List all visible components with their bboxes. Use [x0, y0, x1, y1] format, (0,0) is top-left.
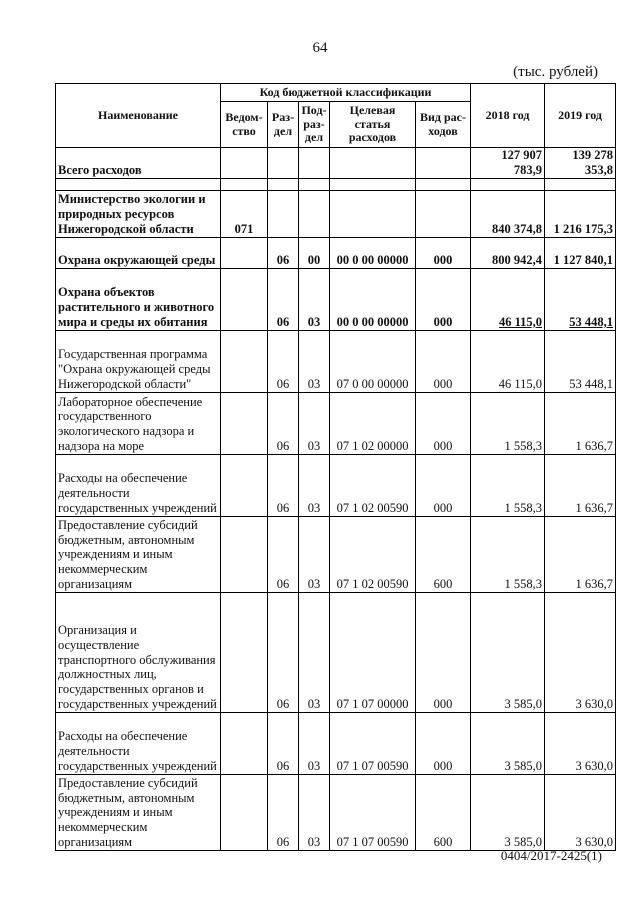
- row-vid: 000: [416, 712, 471, 774]
- row-vedomstvo: [221, 516, 268, 592]
- header-razdel: Раз-дел: [268, 102, 299, 148]
- row-2019: 1 636,7: [545, 454, 616, 516]
- row-2019: 3 630,0: [545, 774, 616, 850]
- row-target: 07 1 02 00590: [330, 516, 416, 592]
- total-name: Всего расходов: [56, 148, 221, 179]
- row-vid: 000: [416, 237, 471, 268]
- row-2019: 1 216 175,3: [545, 190, 616, 237]
- row-target: 00 0 00 00000: [330, 268, 416, 330]
- row-razdel: 06: [268, 774, 299, 850]
- row-razdel: 06: [268, 237, 299, 268]
- header-vid: Вид рас-ходов: [416, 102, 471, 148]
- table-row: [56, 712, 616, 774]
- row-2019: 3 630,0: [545, 592, 616, 712]
- table-row: [56, 516, 616, 592]
- table-row: [56, 592, 616, 712]
- row-target: 07 1 07 00590: [330, 774, 416, 850]
- header-name: Наименование: [56, 84, 221, 148]
- row-target: [330, 190, 416, 237]
- row-2018: 1 558,3: [471, 454, 545, 516]
- row-vid: 000: [416, 330, 471, 392]
- row-podrazdel: 03: [299, 592, 330, 712]
- total-2018: 127 907 783,9: [471, 148, 545, 179]
- row-vedomstvo: [221, 774, 268, 850]
- table-row: [56, 454, 616, 516]
- row-name: Охрана окружающей среды: [56, 237, 221, 268]
- row-razdel: 06: [268, 592, 299, 712]
- row-2019: 1 636,7: [545, 392, 616, 454]
- document-number: 0404/2017-2425(1): [500, 848, 602, 863]
- row-razdel: 06: [268, 330, 299, 392]
- row-target: 07 1 07 00590: [330, 712, 416, 774]
- row-target: 07 1 02 00590: [330, 454, 416, 516]
- row-vedomstvo: [221, 268, 268, 330]
- row-vid: 000: [416, 268, 471, 330]
- row-vedomstvo: [221, 237, 268, 268]
- row-podrazdel: 03: [299, 330, 330, 392]
- row-podrazdel: 03: [299, 516, 330, 592]
- budget-table: [55, 83, 616, 851]
- row-razdel: 06: [268, 268, 299, 330]
- row-vid: 600: [416, 516, 471, 592]
- row-2018: 1 558,3: [471, 392, 545, 454]
- row-razdel: [268, 190, 299, 237]
- row-2018: 800 942,4: [471, 237, 545, 268]
- row-name: Охрана объектов растительного и животного мира и среды их обитания: [56, 268, 221, 330]
- row-podrazdel: [299, 190, 330, 237]
- row-2018: 46 115,0: [471, 330, 545, 392]
- row-name: Лабораторное обеспечение государственного экологического надзора и надзора на море: [56, 392, 221, 454]
- row-name: Расходы на обеспечение деятельности государственных учреждений: [56, 712, 221, 774]
- header-target: Целевая статья расходов: [330, 102, 416, 148]
- header-code-group: Код бюджетной классификации: [221, 84, 471, 102]
- row-2018: 1 558,3: [471, 516, 545, 592]
- row-name: Предоставление субсидий бюджетным, автономным учреждениям и иным некоммерческим организациям: [56, 774, 221, 850]
- spacer-row: [56, 178, 616, 190]
- row-target: 00 0 00 00000: [330, 237, 416, 268]
- row-target: 07 1 07 00000: [330, 592, 416, 712]
- row-podrazdel: 03: [299, 454, 330, 516]
- row-podrazdel: 03: [299, 392, 330, 454]
- row-vid: 000: [416, 454, 471, 516]
- row-podrazdel: 03: [299, 268, 330, 330]
- row-2019: 3 630,0: [545, 712, 616, 774]
- table-row: [56, 268, 616, 330]
- row-vid: 600: [416, 774, 471, 850]
- table-row: [56, 237, 616, 268]
- row-2018: 3 585,0: [471, 712, 545, 774]
- total-2019: 139 278 353,8: [545, 148, 616, 179]
- row-razdel: 06: [268, 712, 299, 774]
- table-row: [56, 774, 616, 850]
- row-2018: 3 585,0: [471, 592, 545, 712]
- row-razdel: 06: [268, 392, 299, 454]
- row-vid: 000: [416, 592, 471, 712]
- header-podrazdel: Под-раз-дел: [299, 102, 330, 148]
- row-podrazdel: 03: [299, 712, 330, 774]
- table-row: [56, 190, 616, 237]
- row-vedomstvo: [221, 454, 268, 516]
- total-row: [56, 148, 616, 179]
- table-row: [56, 330, 616, 392]
- row-razdel: 06: [268, 454, 299, 516]
- row-target: 07 1 02 00000: [330, 392, 416, 454]
- row-vedomstvo: [221, 330, 268, 392]
- row-name: Министерство экологии и природных ресурсов Нижегородской области: [56, 190, 221, 237]
- row-2019: 53 448,1: [545, 330, 616, 392]
- units-label: (тыс. рублей): [513, 64, 598, 80]
- row-razdel: 06: [268, 516, 299, 592]
- header-2019: 2019 год: [545, 84, 616, 148]
- row-vid: [416, 190, 471, 237]
- row-podrazdel: 03: [299, 774, 330, 850]
- row-vid: 000: [416, 392, 471, 454]
- row-name: Государственная программа "Охрана окружающей среды Нижегородской области": [56, 330, 221, 392]
- table-row: [56, 392, 616, 454]
- row-2019: 1 127 840,1: [545, 237, 616, 268]
- row-name: Расходы на обеспечение деятельности государственных учреждений: [56, 454, 221, 516]
- row-2019: 53 448,1: [545, 268, 616, 330]
- page-number: 64: [312, 40, 328, 56]
- header-vedomstvo: Ведом-ство: [221, 102, 268, 148]
- header-2018: 2018 год: [471, 84, 545, 148]
- row-name: Организация и осуществление транспортного обслуживания должностных лиц, государственных органов и государственных учреждений: [56, 592, 221, 712]
- row-vedomstvo: 071: [221, 190, 268, 237]
- row-2019: 1 636,7: [545, 516, 616, 592]
- row-vedomstvo: [221, 712, 268, 774]
- row-target: 07 0 00 00000: [330, 330, 416, 392]
- row-2018: 46 115,0: [471, 268, 545, 330]
- row-vedomstvo: [221, 592, 268, 712]
- row-vedomstvo: [221, 392, 268, 454]
- row-2018: 840 374,8: [471, 190, 545, 237]
- row-podrazdel: 00: [299, 237, 330, 268]
- row-2018: 3 585,0: [471, 774, 545, 850]
- row-name: Предоставление субсидий бюджетным, автономным учреждениям и иным некоммерческим организациям: [56, 516, 221, 592]
